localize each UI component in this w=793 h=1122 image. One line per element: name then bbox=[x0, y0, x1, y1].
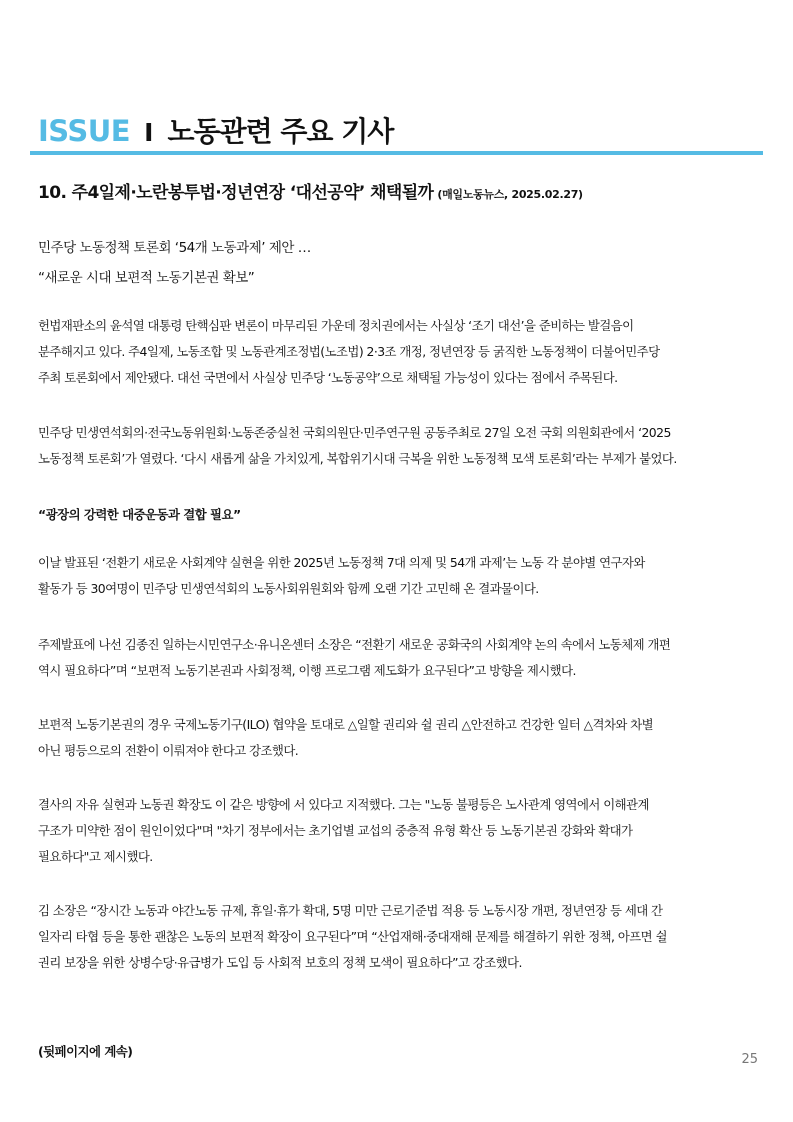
paragraph-line: 결사의 자유 실현과 노동권 확장도 이 같은 방향에 서 있다고 지적했다. 그는 "노동 불평등은 노사관계 영역에서 이해관계 bbox=[38, 797, 649, 812]
subhead-1: 민주당 노동정책 토론회 ‘54개 노동과제’ 제안 … bbox=[38, 240, 311, 256]
paragraph-3 bbox=[38, 550, 756, 602]
paragraph-6 bbox=[38, 792, 756, 870]
paragraph-4 bbox=[38, 632, 756, 684]
paragraph-7 bbox=[38, 898, 756, 976]
paragraph-line: 역시 필요하다”며 “보편적 노동기본권과 사회정책, 이행 프로그램 제도화가 요구된다”고 방향을 제시했다. bbox=[38, 663, 576, 678]
section-title: 노동관련 주요 기사 bbox=[167, 115, 394, 148]
continued-note: (뒷페이지에 계속) bbox=[38, 1044, 133, 1059]
issue-label: ISSUE bbox=[38, 114, 131, 148]
page-number: 25 bbox=[741, 1052, 758, 1067]
paragraph-1 bbox=[38, 313, 756, 391]
page-header bbox=[38, 110, 763, 156]
paragraph-line: 김 소장은 “장시간 노동과 야간노동 규제, 휴일·휴가 확대, 5명 미만 근로기준법 적용 등 노동시장 개편, 정년연장 등 세대 간 bbox=[38, 903, 663, 918]
header-separator: I bbox=[144, 118, 154, 147]
paragraph-line: 일자리 타협 등을 통한 괜찮은 노동의 보편적 확장이 요구된다”며 “산업재해·중대재해 문제를 해결하기 위한 정책, 아프면 쉴 bbox=[38, 929, 667, 944]
paragraph-line: 보편적 노동기본권의 경우 국제노동기구(ILO) 협약을 토대로 △일할 권리와 쉴 권리 △안전하고 건강한 일터 △격차와 차별 bbox=[38, 717, 654, 732]
paragraph-line: 헌법재판소의 윤석열 대통령 탄핵심판 변론이 마무리된 가운데 정치권에서는 사실상 ‘조기 대선’을 준비하는 발걸음이 bbox=[38, 318, 634, 333]
paragraph-line: 활동가 등 30여명이 민주당 민생연석회의 노동사회위원회와 함께 오랜 기간 고민해 온 결과물이다. bbox=[38, 581, 539, 596]
paragraph-line: 구조가 미약한 점이 원인이었다"며 "차기 정부에서는 초기업별 교섭의 중층적 유형 확산 등 노동기본권 강화와 확대가 bbox=[38, 823, 633, 838]
paragraph-line: 필요하다"고 제시했다. bbox=[38, 849, 153, 864]
section-heading: “광장의 강력한 대중운동과 결합 필요” bbox=[38, 507, 241, 522]
paragraph-line: 주제발표에 나선 김종진 일하는시민연구소·유니온센터 소장은 “전환기 새로운 공화국의 사회계약 논의 속에서 노동체제 개편 bbox=[38, 637, 671, 652]
paragraph-5 bbox=[38, 712, 756, 764]
article-source: (매일노동뉴스, 2025.02.27) bbox=[437, 188, 583, 201]
paragraph-line: 분주해지고 있다. 주4일제, 노동조합 및 노동관계조정법(노조법) 2·3조 개정, 정년연장 등 굵직한 노동정책이 더불어민주당 bbox=[38, 344, 660, 359]
article-headline: 10. 주4일제·노란봉투법·정년연장 ‘대선공약’ 채택될까 bbox=[38, 183, 434, 203]
paragraph-line: 주최 토론회에서 제안됐다. 대선 국면에서 사실상 민주당 ‘노동공약’으로 채택될 가능성이 있다는 점에서 주목된다. bbox=[38, 370, 618, 385]
article-title bbox=[38, 178, 768, 203]
paragraph-line: 이날 발표된 ‘전환기 새로운 사회계약 실현을 위한 2025년 노동정책 7대 의제 및 54개 과제’는 노동 각 분야별 연구자와 bbox=[38, 555, 645, 570]
paragraph-line: 노동정책 토론회’가 열렸다. ‘다시 새롭게 삶을 가치있게, 복합위기시대 극복을 위한 노동정책 모색 토론회’라는 부제가 붙었다. bbox=[38, 451, 677, 466]
header-divider bbox=[30, 151, 763, 155]
paragraph-line: 민주당 민생연석회의·전국노동위원회·노동존중실천 국회의원단·민주연구원 공동주최로 27일 오전 국회 의원회관에서 ‘2025 bbox=[38, 425, 671, 440]
paragraph-2 bbox=[38, 420, 756, 472]
subhead-2: “새로운 시대 보편적 노동기본권 확보” bbox=[38, 270, 255, 286]
paragraph-line: 아닌 평등으로의 전환이 이뤄져야 한다고 강조했다. bbox=[38, 743, 299, 758]
paragraph-line: 권리 보장을 위한 상병수당·유급병가 도입 등 사회적 보호의 정책 모색이 필요하다”고 강조했다. bbox=[38, 955, 522, 970]
